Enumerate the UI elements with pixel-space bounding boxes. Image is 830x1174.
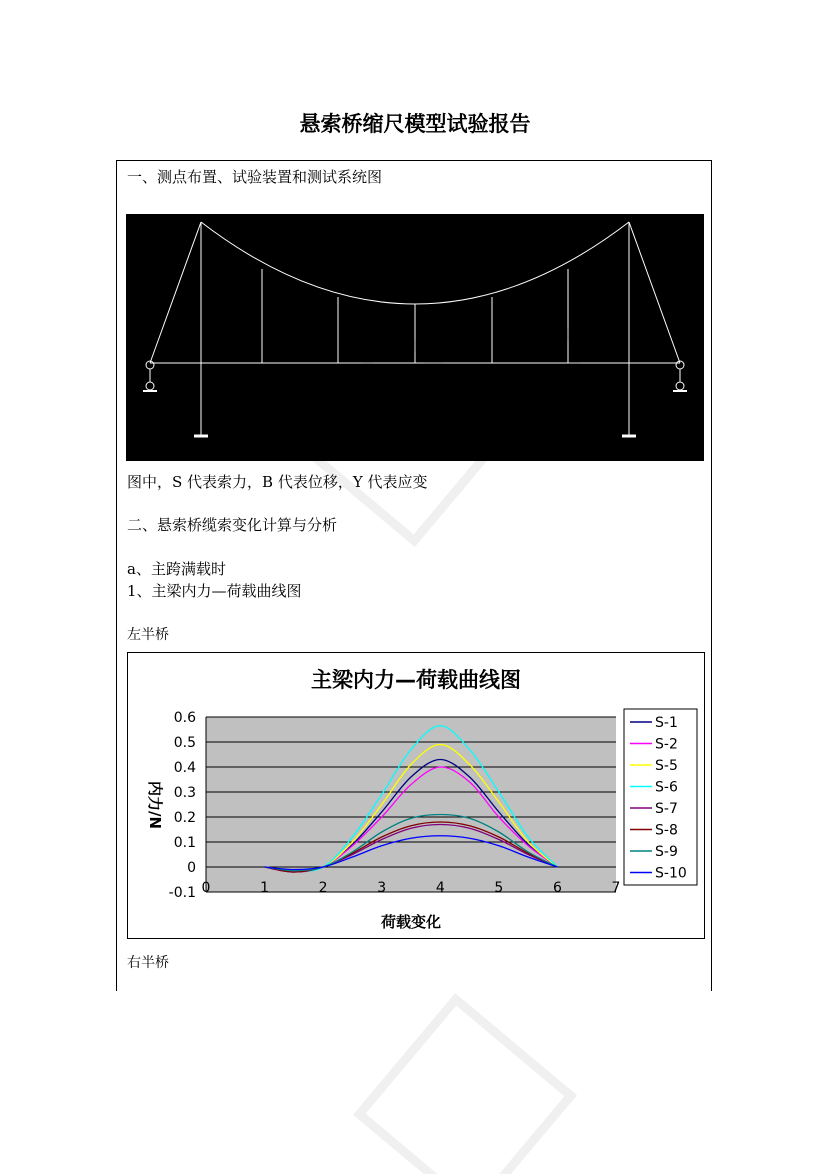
y-tick-label: 0.6 (173, 710, 196, 726)
x-tick-label: 2 (318, 880, 328, 896)
legend-label: S-8 (655, 822, 678, 839)
right-support-roller (676, 382, 684, 390)
case-a-label: a、主跨满载时 (127, 560, 226, 578)
section-1-heading: 一、测点布置、试验装置和测试系统图 (127, 168, 383, 186)
y-tick-label: 0.2 (173, 810, 196, 826)
legend-label: S-6 (655, 779, 678, 796)
legend-label: S-10 (655, 865, 687, 882)
legend-label: S-9 (655, 844, 678, 860)
y-tick-label: -0.1 (168, 885, 196, 901)
legend-label: S-7 (655, 801, 678, 817)
left-support-roller (146, 382, 154, 390)
x-tick-label: 7 (611, 880, 621, 896)
chart-frame (127, 652, 705, 939)
x-tick-label: 4 (435, 880, 445, 896)
x-tick-label: 5 (494, 880, 504, 896)
legend-label: S-5 (655, 758, 678, 774)
x-tick-label: 6 (552, 880, 562, 896)
y-axis-label: 内力/N (146, 780, 164, 830)
left-backstay (150, 222, 201, 363)
item-1-label: 1、主梁内力—荷载曲线图 (127, 582, 302, 600)
section-2-heading: 二、悬索桥缆索变化计算与分析 (127, 516, 338, 534)
chart-title: 主梁内力—荷载曲线图 (311, 668, 521, 692)
legend-label: S-2 (655, 736, 678, 753)
y-tick-label: 0 (187, 860, 196, 876)
right-backstay (629, 222, 680, 363)
y-tick-label: 0.5 (173, 735, 196, 751)
y-tick-label: 0.4 (173, 760, 196, 776)
left-half-label: 左半桥 (127, 627, 169, 643)
x-tick-label: 1 (260, 880, 270, 896)
x-tick-label: 0 (201, 880, 211, 896)
right-half-label: 右半桥 (127, 955, 169, 971)
x-tick-label: 3 (377, 880, 387, 896)
chart-legend (624, 709, 697, 885)
main-cable (201, 222, 629, 304)
bridge-diagram (126, 214, 704, 461)
legend-label: S-1 (655, 715, 678, 731)
y-tick-label: 0.3 (173, 785, 196, 801)
line-chart (128, 653, 704, 938)
y-tick-label: 0.1 (173, 835, 196, 851)
document-title: 悬索桥缩尺模型试验报告 (299, 112, 531, 136)
section-1-caption: 图中，S 代表索力，B 代表位移，Y 代表应变 (127, 473, 428, 491)
x-axis-label: 荷载变化 (380, 913, 442, 931)
bridge-diagram-svg (126, 214, 704, 461)
